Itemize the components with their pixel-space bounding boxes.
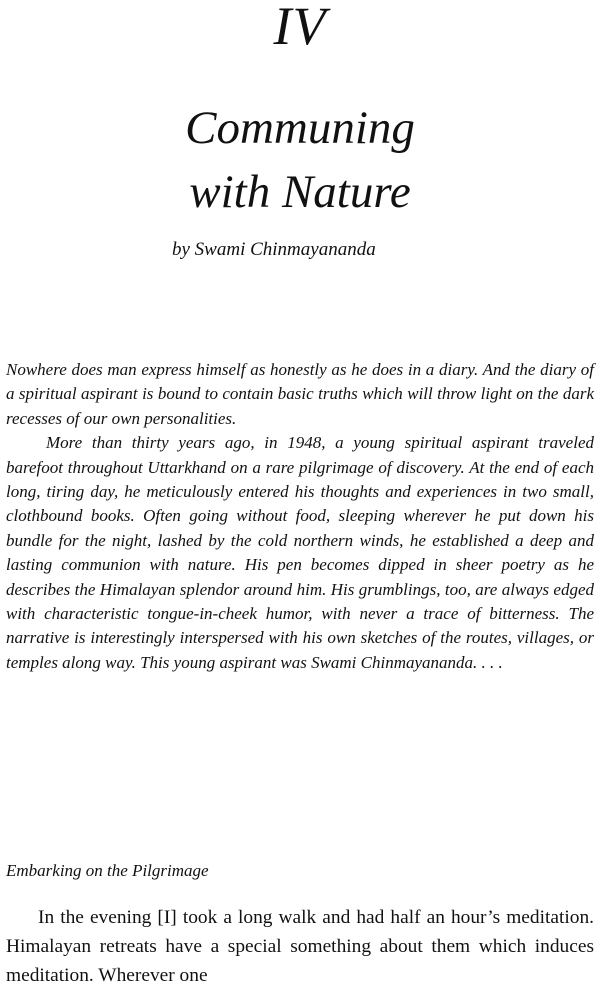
chapter-number: IV <box>273 0 327 56</box>
chapter-title <box>0 96 600 224</box>
chapter-title-line-2: with Nature <box>189 166 411 218</box>
section-heading: Embarking on the Pilgrimage <box>6 861 209 880</box>
body-paragraph-1: In the evening [I] took a long walk and had half an hour’s meditation. Himalayan retreats have a special something about them which induces meditation. Wherever one <box>6 907 594 986</box>
intro-paragraph-2: More than thirty years ago, in 1948, a young spiritual aspirant traveled barefoot throughout Uttarkhand on a rare pilgrimage of discovery. At the end of each long, tiring day, he meticulously entered his thoughts and experiences in two small, clothbound books. Often going without food, sleeping wherever he put down his bundle for the night, lashed by the cold northern winds, he established a deep and lasting communion with nature. His pen becomes dipped in sheer poetry as he describes the Himalayan splendor around him. His grumblings, too, are always edged with characteristic tongue-in-cheek humor, with never a trace of bitterness. The narrative is interestingly interspersed with his own sketches of the routes, villages, or temples along way. This young aspirant was Swami Chinmayananda. . . . <box>6 433 594 672</box>
intro-text <box>6 358 594 675</box>
intro-paragraph-1: Nowhere does man express himself as honestly as he does in a diary. And the diary of a spiritual aspirant is bound to contain basic truths which will throw light on the dark recesses of our own personalities. <box>6 360 594 428</box>
chapter-title-line-1: Communing <box>185 102 415 154</box>
author-byline: by Swami Chinmayananda <box>172 239 376 260</box>
